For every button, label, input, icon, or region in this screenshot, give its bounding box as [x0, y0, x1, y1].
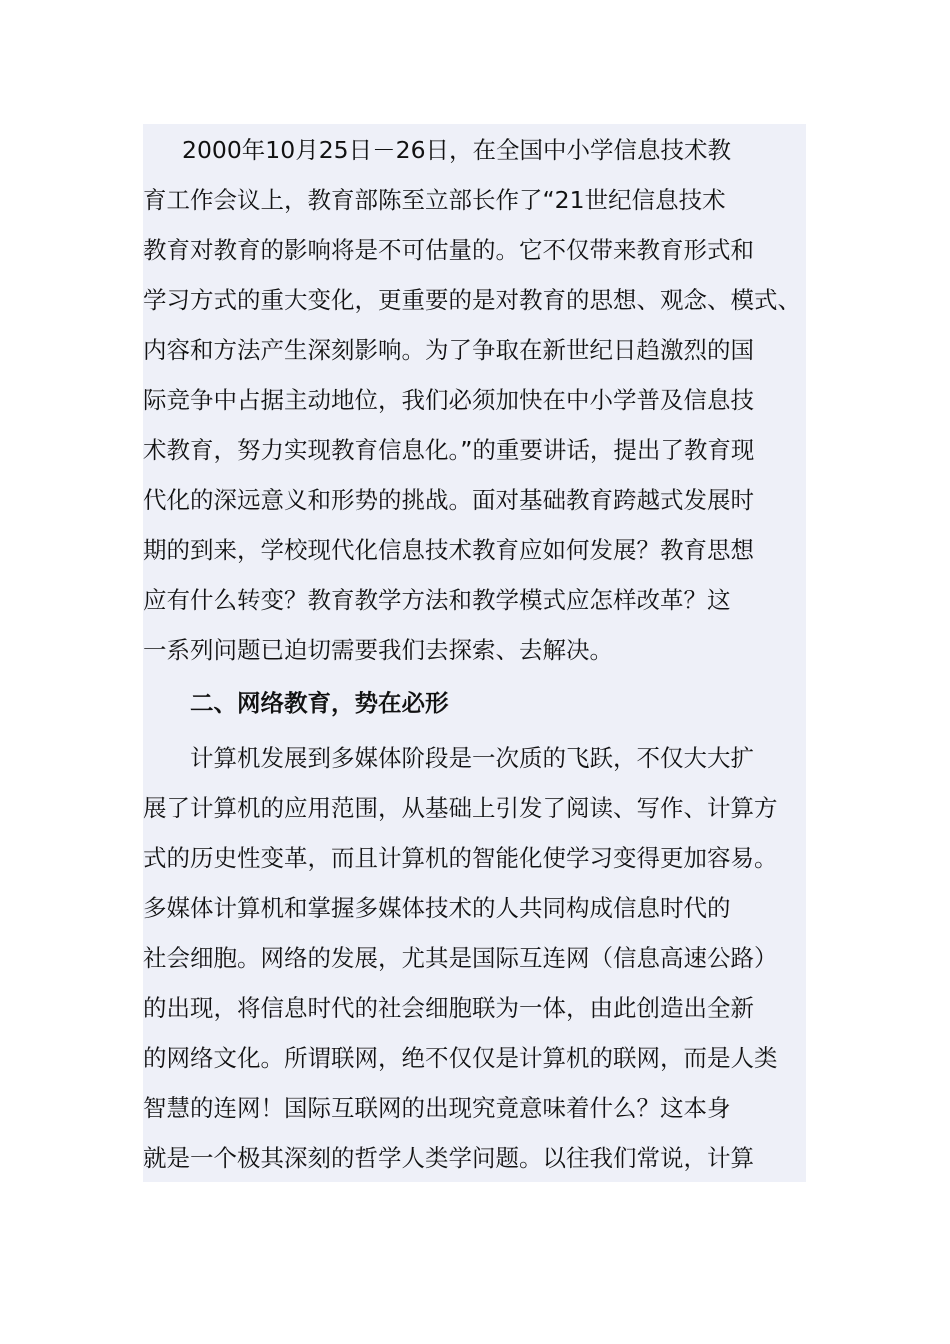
paragraph-2-line-1: 计算机发展到多媒体阶段是一次质的飞跃，不仅大大扩	[190, 744, 754, 772]
paragraph-1-line-2: 育工作会议上，教育部陈至立部长作了“21世纪信息技术	[143, 186, 726, 214]
paragraph-1-line-4: 学习方式的重大变化，更重要的是对教育的思想、观念、模式、	[143, 286, 801, 314]
paragraph-1-line-6: 际竞争中占据主动地位，我们必须加快在中小学普及信息技	[143, 386, 754, 414]
paragraph-2-line-7: 的网络文化。所谓联网，绝不仅仅是计算机的联网，而是人类	[143, 1044, 778, 1072]
paragraph-2-line-5: 社会细胞。网络的发展，尤其是国际互连网（信息高速公路）	[143, 944, 778, 972]
paragraph-2-line-8: 智慧的连网！国际互联网的出现究竟意味着什么？这本身	[143, 1094, 731, 1122]
paragraph-1-line-5: 内容和方法产生深刻影响。为了争取在新世纪日趋激烈的国	[143, 336, 754, 364]
paragraph-1-line-7: 术教育，努力实现教育信息化。”的重要讲话，提出了教育现	[143, 436, 755, 464]
paragraph-2-line-2: 展了计算机的应用范围，从基础上引发了阅读、写作、计算方	[143, 794, 778, 822]
paragraph-2-line-6: 的出现，将信息时代的社会细胞联为一体，由此创造出全新	[143, 994, 754, 1022]
section-heading: 二、网络教育，势在必形	[190, 689, 449, 717]
paragraph-2-line-9: 就是一个极其深刻的哲学人类学问题。以往我们常说，计算	[143, 1144, 754, 1172]
paragraph-1-line-3: 教育对教育的影响将是不可估量的。它不仅带来教育形式和	[143, 236, 754, 264]
paragraph-1-line-1: 2000年10月25日－26日，在全国中小学信息技术教	[182, 136, 732, 164]
paragraph-1-line-8: 代化的深远意义和形势的挑战。面对基础教育跨越式发展时	[143, 486, 754, 514]
paragraph-1-line-9: 期的到来，学校现代化信息技术教育应如何发展？教育思想	[143, 536, 754, 564]
paragraph-2-line-3: 式的历史性变革，而且计算机的智能化使学习变得更加容易。	[143, 844, 778, 872]
paragraph-2-line-4: 多媒体计算机和掌握多媒体技术的人共同构成信息时代的	[143, 894, 731, 922]
paragraph-1-line-10: 应有什么转变？教育教学方法和教学模式应怎样改革？这	[143, 586, 731, 614]
paragraph-1-line-11: 一系列问题已迫切需要我们去探索、去解决。	[143, 636, 613, 664]
